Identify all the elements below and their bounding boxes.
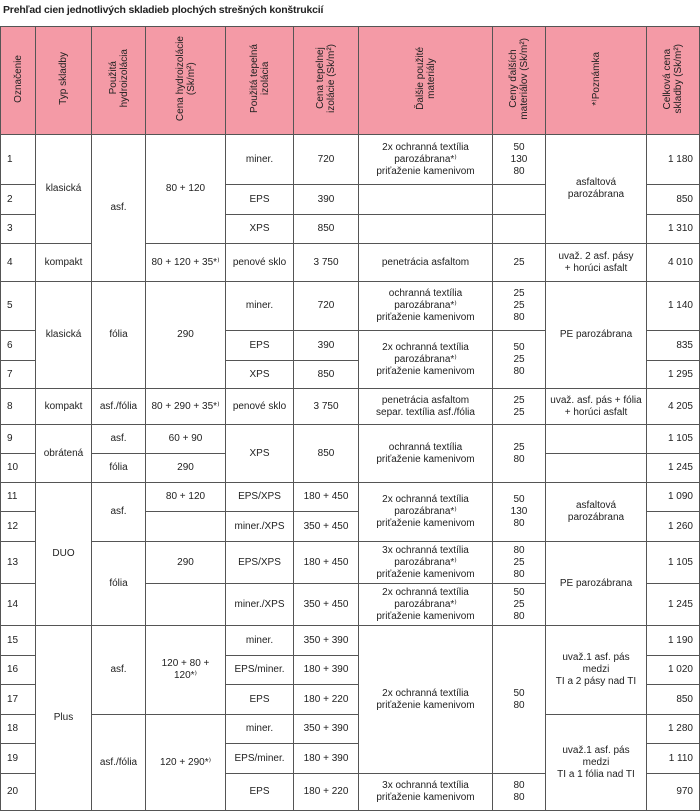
table-row	[1, 282, 700, 331]
composition-type-cell: klasická	[36, 135, 92, 244]
insulation-cell: penové sklo	[226, 389, 294, 425]
column-header	[226, 27, 294, 135]
table-row	[1, 715, 700, 744]
column-header	[647, 27, 700, 135]
insulation-price-cell: 390	[294, 331, 359, 361]
column-header	[546, 27, 647, 135]
total-price-cell: 1 105	[647, 542, 700, 584]
insulation-price-cell: 350 + 450	[294, 584, 359, 626]
other-materials-cell: 3x ochranná textília priťaženie kamenivom	[359, 774, 493, 811]
total-price-cell: 1 180	[647, 135, 700, 185]
insulation-cell: EPS/XPS	[226, 483, 294, 512]
waterproofing-price-cell: 80 + 290 + 35*⁾	[146, 389, 226, 425]
insulation-price-cell: 350 + 390	[294, 626, 359, 656]
designation-cell: 16	[1, 656, 36, 685]
column-header	[493, 27, 546, 135]
other-materials-cell: 2x ochranná textília parozábrana*⁾ priťaženie kamenivom	[359, 135, 493, 185]
note-cell: asfaltová parozábrana	[546, 135, 647, 244]
note-cell: uvaž.1 asf. pás medzi TI a 1 fólia nad TI	[546, 715, 647, 811]
designation-cell: 1	[1, 135, 36, 185]
other-materials-price-cell: 25 25 80	[493, 282, 546, 331]
insulation-cell: miner.	[226, 135, 294, 185]
insulation-cell: EPS/miner.	[226, 656, 294, 685]
total-price-cell: 1 090	[647, 483, 700, 512]
column-header-label: *⁾Poznámka	[590, 51, 602, 106]
insulation-cell: miner./XPS	[226, 512, 294, 542]
insulation-cell: EPS	[226, 774, 294, 811]
total-price-cell: 1 020	[647, 656, 700, 685]
insulation-price-cell: 390	[294, 185, 359, 215]
waterproofing-price-cell: 290	[146, 542, 226, 584]
insulation-price-cell: 180 + 390	[294, 744, 359, 774]
insulation-cell: miner./XPS	[226, 584, 294, 626]
total-price-cell: 970	[647, 774, 700, 811]
note-cell: uvaž. asf. pás + fólia + horúci asfalt	[546, 389, 647, 425]
designation-cell: 14	[1, 584, 36, 626]
note-cell: PE parozábrana	[546, 282, 647, 389]
other-materials-price-cell: 50 130 80	[493, 135, 546, 185]
total-price-cell: 4 010	[647, 244, 700, 282]
insulation-cell: XPS	[226, 361, 294, 389]
total-price-cell: 1 110	[647, 744, 700, 774]
note-cell: uvaž.1 asf. pás medzi TI a 2 pásy nad TI	[546, 626, 647, 715]
note-cell	[546, 454, 647, 483]
waterproofing-cell: asf./fólia	[92, 389, 146, 425]
other-materials-price-cell: 80 80	[493, 774, 546, 811]
composition-type-cell: Plus	[36, 626, 92, 811]
table-row	[1, 542, 700, 584]
waterproofing-cell: asf./fólia	[92, 715, 146, 811]
waterproofing-price-cell: 290	[146, 282, 226, 389]
total-price-cell: 1 295	[647, 361, 700, 389]
insulation-price-cell: 850	[294, 361, 359, 389]
insulation-price-cell: 720	[294, 282, 359, 331]
insulation-price-cell: 850	[294, 215, 359, 244]
designation-cell: 5	[1, 282, 36, 331]
total-price-cell: 1 245	[647, 454, 700, 483]
designation-cell: 8	[1, 389, 36, 425]
column-header-label: Označenie	[12, 54, 24, 103]
insulation-price-cell: 180 + 220	[294, 774, 359, 811]
other-materials-price-cell: 25 80	[493, 425, 546, 483]
insulation-cell: penové sklo	[226, 244, 294, 282]
note-cell: asfaltová parozábrana	[546, 483, 647, 542]
total-price-cell: 1 280	[647, 715, 700, 744]
insulation-price-cell: 180 + 450	[294, 542, 359, 584]
insulation-price-cell: 720	[294, 135, 359, 185]
table-header	[1, 27, 700, 135]
designation-cell: 18	[1, 715, 36, 744]
waterproofing-price-cell: 60 + 90	[146, 425, 226, 454]
note-cell: PE parozábrana	[546, 542, 647, 626]
column-header-label: Ceny ďalších materiálov (Sk/m²)	[508, 37, 530, 120]
composition-type-cell: obrátená	[36, 425, 92, 483]
insulation-cell: EPS/miner.	[226, 744, 294, 774]
other-materials-price-cell: 50 25 80	[493, 584, 546, 626]
designation-cell: 20	[1, 774, 36, 811]
waterproofing-price-cell: 80 + 120	[146, 135, 226, 244]
insulation-price-cell: 180 + 450	[294, 483, 359, 512]
other-materials-cell: ochranná textília priťaženie kamenivom	[359, 425, 493, 483]
waterproofing-cell: fólia	[92, 542, 146, 626]
insulation-price-cell: 3 750	[294, 389, 359, 425]
other-materials-price-cell: 50 130 80	[493, 483, 546, 542]
note-cell: uvaž. 2 asf. pásy + horúci asfalt	[546, 244, 647, 282]
other-materials-cell: 2x ochranná textília parozábrana*⁾ priťaženie kamenivom	[359, 483, 493, 542]
other-materials-cell: 3x ochranná textília parozábrana*⁾ priťaženie kamenivom	[359, 542, 493, 584]
table-row	[1, 483, 700, 512]
insulation-price-cell: 180 + 390	[294, 656, 359, 685]
composition-type-cell: DUO	[36, 483, 92, 626]
waterproofing-price-cell: 290	[146, 454, 226, 483]
other-materials-cell	[359, 215, 493, 244]
column-header	[294, 27, 359, 135]
insulation-cell: miner.	[226, 715, 294, 744]
insulation-cell: miner.	[226, 282, 294, 331]
other-materials-cell: ochranná textília parozábrana*⁾ priťaženie kamenivom	[359, 282, 493, 331]
note-cell	[546, 425, 647, 454]
composition-type-cell: kompakt	[36, 244, 92, 282]
table-row	[1, 389, 700, 425]
column-header-label: Cena tepelnej izolácie (Sk/m²)	[315, 44, 337, 113]
column-header	[359, 27, 493, 135]
total-price-cell: 4 205	[647, 389, 700, 425]
total-price-cell: 850	[647, 685, 700, 715]
column-header-label: Použitá hydroizolácia	[107, 49, 130, 108]
other-materials-price-cell: 50 80	[493, 626, 546, 774]
column-header-label: Cena hydroizolácie (Sk/m²)	[174, 35, 197, 122]
designation-cell: 3	[1, 215, 36, 244]
insulation-cell: miner.	[226, 626, 294, 656]
other-materials-cell: penetrácia asfaltom separ. textília asf./fólia	[359, 389, 493, 425]
waterproofing-cell: asf.	[92, 135, 146, 282]
designation-cell: 10	[1, 454, 36, 483]
total-price-cell: 1 140	[647, 282, 700, 331]
table-row	[1, 135, 700, 185]
designation-cell: 15	[1, 626, 36, 656]
composition-type-cell: kompakt	[36, 389, 92, 425]
designation-cell: 7	[1, 361, 36, 389]
insulation-cell: EPS	[226, 331, 294, 361]
insulation-cell: EPS	[226, 685, 294, 715]
waterproofing-price-cell: 120 + 290*⁾	[146, 715, 226, 811]
other-materials-price-cell: 80 25 80	[493, 542, 546, 584]
designation-cell: 2	[1, 185, 36, 215]
waterproofing-cell: asf.	[92, 425, 146, 454]
column-header-label: Celková cena skladby (Sk/m²)	[662, 43, 684, 114]
insulation-cell: EPS/XPS	[226, 542, 294, 584]
waterproofing-cell: fólia	[92, 282, 146, 389]
total-price-cell: 1 105	[647, 425, 700, 454]
price-table	[0, 26, 700, 811]
table-title: Prehľad cien jednotlivých skladieb plochých strešných konštrukcií	[3, 4, 324, 16]
insulation-price-cell: 350 + 450	[294, 512, 359, 542]
column-header-label: Použitá tepelná izolácia	[248, 44, 271, 113]
other-materials-price-cell	[493, 215, 546, 244]
designation-cell: 9	[1, 425, 36, 454]
column-header	[36, 27, 92, 135]
insulation-price-cell: 180 + 220	[294, 685, 359, 715]
column-header	[1, 27, 36, 135]
other-materials-price-cell	[493, 185, 546, 215]
designation-cell: 17	[1, 685, 36, 715]
column-header	[92, 27, 146, 135]
column-header-label: Typ skladby	[58, 52, 69, 105]
other-materials-price-cell: 50 25 80	[493, 331, 546, 389]
waterproofing-cell: asf.	[92, 626, 146, 715]
waterproofing-price-cell	[146, 512, 226, 542]
column-header	[146, 27, 226, 135]
total-price-cell: 1 310	[647, 215, 700, 244]
insulation-price-cell: 850	[294, 425, 359, 483]
table-body	[1, 135, 700, 811]
insulation-price-cell: 350 + 390	[294, 715, 359, 744]
other-materials-cell: 2x ochranná textília priťaženie kamenivom	[359, 626, 493, 774]
insulation-cell: EPS	[226, 185, 294, 215]
total-price-cell: 835	[647, 331, 700, 361]
designation-cell: 4	[1, 244, 36, 282]
insulation-cell: XPS	[226, 425, 294, 483]
waterproofing-cell: asf.	[92, 483, 146, 542]
total-price-cell: 850	[647, 185, 700, 215]
insulation-price-cell: 3 750	[294, 244, 359, 282]
waterproofing-price-cell: 120 + 80 + 120*⁾	[146, 626, 226, 715]
other-materials-cell: penetrácia asfaltom	[359, 244, 493, 282]
designation-cell: 11	[1, 483, 36, 512]
designation-cell: 12	[1, 512, 36, 542]
designation-cell: 13	[1, 542, 36, 584]
total-price-cell: 1 190	[647, 626, 700, 656]
waterproofing-price-cell: 80 + 120	[146, 483, 226, 512]
designation-cell: 19	[1, 744, 36, 774]
waterproofing-price-cell: 80 + 120 + 35*⁾	[146, 244, 226, 282]
column-header-label: Ďalšie použité materiály	[414, 47, 437, 110]
table-row	[1, 425, 700, 454]
other-materials-cell	[359, 185, 493, 215]
other-materials-price-cell: 25	[493, 244, 546, 282]
waterproofing-price-cell	[146, 584, 226, 626]
designation-cell: 6	[1, 331, 36, 361]
total-price-cell: 1 260	[647, 512, 700, 542]
table-row	[1, 626, 700, 656]
other-materials-cell: 2x ochranná textília parozábrana*⁾ priťaženie kamenivom	[359, 584, 493, 626]
other-materials-cell: 2x ochranná textília parozábrana*⁾ priťaženie kamenivom	[359, 331, 493, 389]
waterproofing-cell: fólia	[92, 454, 146, 483]
other-materials-price-cell: 25 25	[493, 389, 546, 425]
composition-type-cell: klasická	[36, 282, 92, 389]
total-price-cell: 1 245	[647, 584, 700, 626]
insulation-cell: XPS	[226, 215, 294, 244]
